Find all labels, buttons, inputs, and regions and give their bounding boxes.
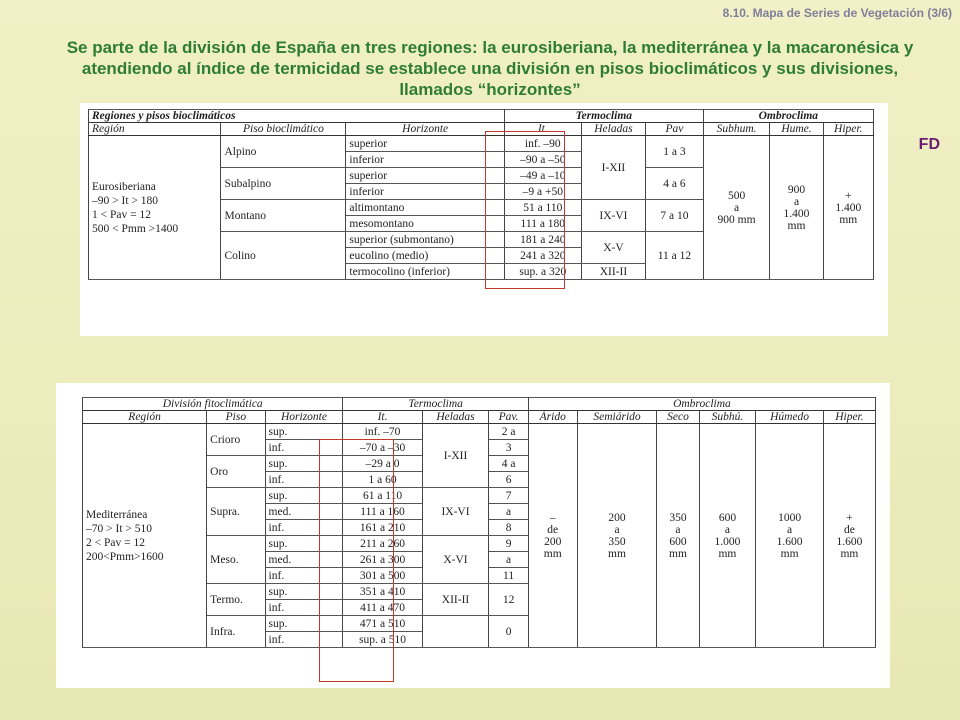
hiper-value: mm bbox=[839, 213, 858, 226]
col-header: Piso bioclimático bbox=[221, 123, 346, 136]
col-header: It. bbox=[343, 411, 422, 424]
hume-value: mm bbox=[787, 219, 806, 232]
subhu-value: 1.000 bbox=[714, 535, 741, 548]
pav-cell: 3 bbox=[489, 440, 529, 456]
table2-termoclima-header: Termoclima bbox=[343, 398, 528, 411]
it-cell: sup. a 510 bbox=[343, 632, 422, 648]
it-cell: 261 a 300 bbox=[343, 552, 422, 568]
it-cell: 471 a 510 bbox=[343, 616, 422, 632]
it-cell: 161 a 210 bbox=[343, 520, 422, 536]
pav-cell: 9 bbox=[489, 536, 529, 552]
horizonte-cell: superior (submontano) bbox=[346, 232, 505, 248]
region-name: Eurosiberiana bbox=[92, 180, 156, 193]
pav-cell: a bbox=[489, 504, 529, 520]
pav-cell: 12 bbox=[489, 584, 529, 616]
col-header: Región bbox=[83, 411, 207, 424]
it-column-highlight bbox=[319, 439, 394, 682]
pav-cell: 11 a 12 bbox=[646, 232, 704, 280]
horizonte-cell: inferior bbox=[346, 184, 505, 200]
heladas-cell: X-VI bbox=[422, 536, 489, 584]
seco-value: 350 bbox=[669, 511, 687, 524]
it-cell: 111 a 160 bbox=[343, 504, 422, 520]
piso-cell: Colino bbox=[221, 232, 346, 280]
semiarido-value: mm bbox=[608, 547, 626, 560]
horizonte-cell: sup. bbox=[265, 456, 343, 472]
pav-cell: a bbox=[489, 552, 529, 568]
hume-cell bbox=[770, 136, 823, 280]
pav-cell: 1 a 3 bbox=[646, 136, 704, 168]
horizonte-cell: sup. bbox=[265, 584, 343, 600]
hume-value: 1.400 bbox=[783, 207, 810, 220]
region-cell bbox=[83, 424, 207, 648]
it-cell: 181 a 240 bbox=[504, 232, 581, 248]
it-cell: 211 a 260 bbox=[343, 536, 422, 552]
region-cell bbox=[89, 136, 221, 280]
region-pmm: 500 < Pmm >1400 bbox=[92, 222, 179, 235]
table1-caption: Regiones y pisos bioclimáticos bbox=[89, 110, 505, 123]
hiper-value: + bbox=[845, 189, 852, 202]
pav-cell: 4 a 6 bbox=[646, 168, 704, 200]
humedo-value: a bbox=[787, 523, 793, 536]
horizonte-cell: inferior bbox=[346, 152, 505, 168]
piso-cell: Crioro bbox=[207, 424, 265, 456]
it-cell: inf. –70 bbox=[343, 424, 422, 440]
horizonte-cell: mesomontano bbox=[346, 216, 505, 232]
horizonte-cell: inf. bbox=[265, 632, 343, 648]
hiper-value: + bbox=[846, 511, 853, 524]
subhu-value: mm bbox=[718, 547, 737, 560]
it-cell: 111 a 180 bbox=[504, 216, 581, 232]
heladas-cell: IX-VI bbox=[581, 200, 645, 232]
horizonte-cell: sup. bbox=[265, 616, 343, 632]
seco-cell bbox=[657, 424, 699, 648]
horizonte-cell: termocolino (inferior) bbox=[346, 264, 505, 280]
it-cell: 411 a 470 bbox=[343, 600, 422, 616]
col-header: Hiper. bbox=[823, 411, 875, 424]
horizonte-cell: sup. bbox=[265, 536, 343, 552]
col-header: It. bbox=[504, 123, 581, 136]
hiper-value: 1.600 bbox=[836, 535, 863, 548]
humedo-value: mm bbox=[780, 547, 799, 560]
humedo-value: 1000 bbox=[778, 511, 802, 524]
horizonte-cell: inf. bbox=[265, 472, 343, 488]
slide-title: Se parte de la división de España en tres regiones: la eurosiberiana, la mediterránea y la macaronésica y atendiendo al índice de termicidad se establece una división en pisos bioclimáticos y sus divisiones, llamados “horizontes” bbox=[66, 38, 914, 99]
it-cell: 351 a 410 bbox=[343, 584, 422, 600]
piso-cell: Alpino bbox=[221, 136, 346, 168]
region-it: –70 > It > 510 bbox=[86, 522, 152, 535]
horizonte-cell: altimontano bbox=[346, 200, 505, 216]
region-pav: 2 < Pav = 12 bbox=[86, 536, 145, 549]
hume-value: 900 bbox=[787, 183, 806, 196]
mediterranean-table bbox=[82, 397, 876, 648]
semiarido-cell bbox=[577, 424, 657, 648]
pav-cell: 6 bbox=[489, 472, 529, 488]
col-header: Región bbox=[89, 123, 221, 136]
it-cell: 51 a 110 bbox=[504, 200, 581, 216]
region-name: Mediterránea bbox=[86, 508, 148, 521]
heladas-cell: I-XII bbox=[581, 136, 645, 200]
seco-value: 600 bbox=[669, 535, 687, 548]
it-column-highlight bbox=[485, 131, 565, 289]
mediterranean-table-scan bbox=[56, 383, 890, 688]
table1-termoclima-header: Termoclima bbox=[504, 110, 703, 123]
col-header: Semiárido bbox=[577, 411, 657, 424]
table2-ombroclima-header: Ombroclima bbox=[528, 398, 875, 411]
heladas-cell: I-XII bbox=[422, 424, 489, 488]
heladas-cell bbox=[422, 616, 489, 648]
piso-cell: Subalpino bbox=[221, 168, 346, 200]
it-cell: –9 a +50 bbox=[504, 184, 581, 200]
it-cell: inf. –90 bbox=[504, 136, 581, 152]
piso-cell: Termo. bbox=[207, 584, 265, 616]
piso-cell: Montano bbox=[221, 200, 346, 232]
col-header: Subhú. bbox=[699, 411, 756, 424]
horizonte-cell: sup. bbox=[265, 488, 343, 504]
subhum-value: 900 mm bbox=[717, 213, 756, 226]
col-header: Heladas bbox=[581, 123, 645, 136]
it-cell: 1 a 60 bbox=[343, 472, 422, 488]
it-cell: –90 a –50 bbox=[504, 152, 581, 168]
it-cell: –29 a 0 bbox=[343, 456, 422, 472]
horizonte-cell: inf. bbox=[265, 568, 343, 584]
eurosiberian-table-scan bbox=[80, 103, 888, 336]
heladas-cell: X-V bbox=[581, 232, 645, 264]
col-header: Piso bbox=[207, 411, 265, 424]
horizonte-cell: superior bbox=[346, 136, 505, 152]
it-cell: –49 a –10 bbox=[504, 168, 581, 184]
semiarido-value: 350 bbox=[608, 535, 626, 548]
col-header: Seco bbox=[657, 411, 699, 424]
pav-cell: 8 bbox=[489, 520, 529, 536]
subhu-value: 600 bbox=[718, 511, 737, 524]
it-cell: 301 a 500 bbox=[343, 568, 422, 584]
region-it: –90 > It > 180 bbox=[92, 194, 158, 207]
heladas-cell: XII-II bbox=[422, 584, 489, 616]
slide-reference: 8.10. Mapa de Series de Vegetación (3/6) bbox=[722, 6, 952, 20]
col-header: Pav bbox=[646, 123, 704, 136]
hiper-cell bbox=[823, 136, 873, 280]
horizonte-cell: med. bbox=[265, 552, 343, 568]
subhu-value: a bbox=[724, 523, 730, 536]
horizonte-cell: superior bbox=[346, 168, 505, 184]
it-cell: –70 a –30 bbox=[343, 440, 422, 456]
pav-cell: 7 a 10 bbox=[646, 200, 704, 232]
arido-value: mm bbox=[543, 547, 562, 560]
col-header: Pav. bbox=[489, 411, 529, 424]
subhum-value: a bbox=[734, 201, 740, 214]
table1-ombroclima-header: Ombroclima bbox=[703, 110, 873, 123]
piso-cell: Meso. bbox=[207, 536, 265, 584]
arido-value: 200 bbox=[544, 535, 562, 548]
horizonte-cell: inf. bbox=[265, 440, 343, 456]
col-header: Horizonte bbox=[265, 411, 343, 424]
col-header: Hiper. bbox=[823, 123, 873, 136]
region-pav: 1 < Pav = 12 bbox=[92, 208, 151, 221]
seco-value: a bbox=[675, 523, 681, 536]
piso-cell: Infra. bbox=[207, 616, 265, 648]
horizonte-cell: inf. bbox=[265, 600, 343, 616]
hume-value: a bbox=[793, 195, 800, 208]
col-header: Hume. bbox=[770, 123, 823, 136]
horizonte-cell: med. bbox=[265, 504, 343, 520]
hiper-value: 1.400 bbox=[835, 201, 862, 214]
humedo-cell bbox=[756, 424, 824, 648]
semiarido-value: 200 bbox=[608, 511, 626, 524]
pav-cell: 4 a bbox=[489, 456, 529, 472]
pav-cell: 7 bbox=[489, 488, 529, 504]
table2-caption: División fitoclimática bbox=[83, 398, 343, 411]
it-cell: 241 a 320 bbox=[504, 248, 581, 264]
horizonte-cell: sup. bbox=[265, 424, 343, 440]
subhum-cell bbox=[703, 136, 770, 280]
horizonte-cell: inf. bbox=[265, 520, 343, 536]
horizonte-cell: eucolino (medio) bbox=[346, 248, 505, 264]
piso-cell: Oro bbox=[207, 456, 265, 488]
arido-cell bbox=[528, 424, 577, 648]
semiarido-value: a bbox=[614, 523, 620, 536]
region-pmm: 200<Pmm>1600 bbox=[86, 550, 164, 563]
pav-cell: 11 bbox=[489, 568, 529, 584]
piso-cell: Supra. bbox=[207, 488, 265, 536]
side-label: FD bbox=[918, 136, 940, 153]
col-header: Horizonte bbox=[346, 123, 505, 136]
arido-value: – bbox=[549, 511, 556, 524]
subhu-cell bbox=[699, 424, 756, 648]
col-header: Húmedo bbox=[756, 411, 824, 424]
col-header: Árido bbox=[528, 411, 577, 424]
it-cell: sup. a 320 bbox=[504, 264, 581, 280]
heladas-cell: IX-VI bbox=[422, 488, 489, 536]
pav-cell: 0 bbox=[489, 616, 529, 648]
eurosiberian-table bbox=[88, 109, 874, 280]
hiper-value: de bbox=[843, 523, 855, 536]
col-header: Subhum. bbox=[703, 123, 770, 136]
pav-cell: 2 a bbox=[489, 424, 529, 440]
hiper-value: mm bbox=[840, 547, 859, 560]
humedo-value: 1.600 bbox=[776, 535, 803, 548]
arido-value: de bbox=[547, 523, 559, 536]
it-cell: 61 a 110 bbox=[343, 488, 422, 504]
seco-value: mm bbox=[669, 547, 687, 560]
heladas-cell: XII-II bbox=[581, 264, 645, 280]
col-header: Heladas bbox=[422, 411, 489, 424]
hiper-cell bbox=[823, 424, 875, 648]
subhum-value: 500 bbox=[727, 189, 746, 202]
